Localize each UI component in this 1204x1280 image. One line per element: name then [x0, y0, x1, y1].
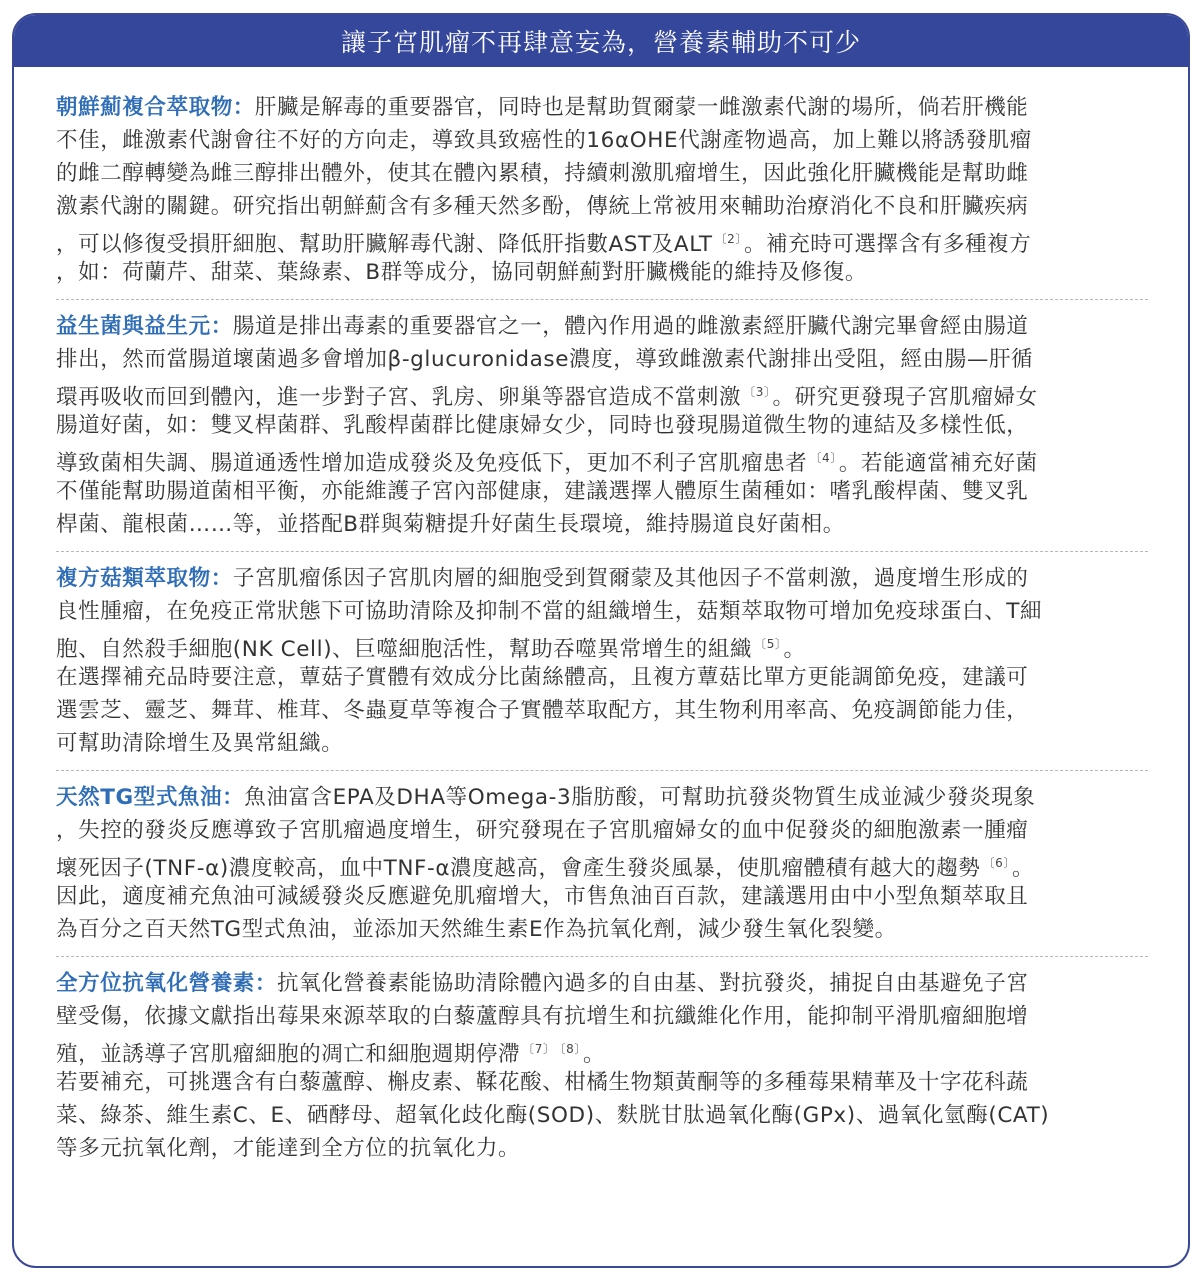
text-line: 若要補充，可挑選含有白藜蘆醇、槲皮素、鞣花酸、柑橘生物類黃酮等的多種莓果精華及十字花科蔬	[56, 1070, 1029, 1095]
text-line: 不僅能幫助腸道菌相平衡，亦能維護子宮內部健康，建議選擇人體原生菌種如：嗜乳酸桿菌、雙叉乳	[56, 479, 1029, 504]
reference-marker: 〔5〕	[754, 637, 782, 651]
section-mushroom-extract	[56, 551, 1148, 770]
text-line: 激素代謝的關鍵。研究指出朝鮮薊含有多種天然多酚，傳統上常被用來輔助治療消化不良和肝臟疾病	[56, 194, 1029, 219]
text-line: 殖，並誘導子宮肌瘤細胞的凋亡和細胞週期停滯 $^{〔7〕}$ $^{〔8〕}$。	[56, 1042, 606, 1067]
text-line: 在選擇補充品時要注意，蕈菇子實體有效成分比菌絲體高，且複方蕈菇比單方更能調節免疫，建議可	[56, 665, 1029, 690]
text-line: 胞、自然殺手細胞(NK Cell)、巨噬細胞活性，幫助吞噬異常增生的組織 $^{〔5〕}$。	[56, 637, 806, 662]
text-line: 為百分之百天然TG型式魚油，並添加天然維生素E作為抗氧化劑，減少發生氧化裂變。	[56, 917, 897, 942]
text-line: 導致菌相失調、腸道通透性增加造成發炎及免疫低下，更加不利子宮肌瘤患者 $^{〔4〕}$。若能適當補充好菌	[56, 451, 1038, 476]
reference-marker: 〔8〕	[559, 1042, 581, 1056]
section-heading: 複方菇類萃取物：	[56, 566, 233, 591]
text-line: 排出，然而當腸道壞菌過多會增加β-glucuronidase濃度，導致雌激素代謝排出受阻，經由腸—肝循	[56, 347, 1034, 372]
section-antioxidant-nutrients	[56, 956, 1148, 1175]
text-line: 腸道好菌，如：雙叉桿菌群、乳酸桿菌群比健康婦女少，同時也發現腸道微生物的連結及多樣性低，	[56, 413, 1029, 438]
text-line: 菜、綠茶、維生素C、E、硒酵母、超氧化歧化酶(SOD)、麩胱甘肽過氧化酶(GPx)、過氧化氫酶(CAT)	[56, 1103, 1050, 1128]
section-heading: 朝鮮薊複合萃取物：	[56, 95, 255, 120]
text-line: 桿菌、龍根菌……等，並搭配B群與菊糖提升好菌生長環境，維持腸道良好菌相。	[56, 512, 845, 537]
panel-header	[14, 15, 1188, 67]
text-line: 等多元抗氧化劑，才能達到全方位的抗氧化力。	[56, 1136, 521, 1161]
section-heading: 益生菌與益生元：	[56, 314, 233, 339]
section-tg-fish-oil	[56, 770, 1148, 956]
text-line: 全方位抗氧化營養素：抗氧化營養素能協助清除體內過多的自由基、對抗發炎，捕捉自由基避免子宮	[56, 971, 1029, 996]
section-artichoke-extract	[56, 87, 1148, 299]
text-line: ，失控的發炎反應導致子宮肌瘤過度增生，研究發現在子宮肌瘤婦女的血中促發炎的細胞激素一腫瘤	[56, 818, 1029, 843]
section-heading: 全方位抗氧化營養素：	[56, 971, 278, 996]
reference-marker: 〔7〕	[522, 1042, 556, 1056]
reference-marker: 〔2〕	[714, 232, 742, 246]
text-line: 因此，適度補充魚油可減緩發炎反應避免肌瘤增大，市售魚油百百款，建議選用由中小型魚類萃取且	[56, 884, 1029, 909]
page-title: 讓子宮肌瘤不再肆意妄為，營養素輔助不可少	[340, 28, 861, 57]
reference-marker: 〔6〕	[982, 856, 1010, 870]
text-line: 朝鮮薊複合萃取物：肝臟是解毒的重要器官，同時也是幫助賀爾蒙一雌激素代謝的場所，倘若肝機能	[56, 95, 1029, 120]
text-line: ，如：荷蘭芹、甜菜、葉綠素、B群等成分，協同朝鮮薊對肝臟機能的維持及修復。	[56, 260, 867, 285]
reference-marker: 〔4〕	[809, 451, 837, 465]
text-line: 天然TG型式魚油：魚油富含EPA及DHA等Omega-3脂肪酸，可幫助抗發炎物質生成並減少發炎現象	[56, 785, 1036, 810]
text-line: 不佳，雌激素代謝會往不好的方向走，導致具致癌性的16αOHE代謝產物過高，加上難以將誘發肌瘤	[56, 128, 1032, 153]
text-line: 壁受傷，依據文獻指出莓果來源萃取的白藜蘆醇具有抗增生和抗纖維化作用，能抑制平滑肌瘤細胞增	[56, 1004, 1029, 1029]
nutrition-info-panel	[12, 13, 1190, 1268]
text-line: 的雌二醇轉變為雌三醇排出體外，使其在體內累積，持續刺激肌瘤增生，因此強化肝臟機能是幫助雌	[56, 161, 1029, 186]
text-line: 可幫助清除增生及異常組織。	[56, 731, 344, 756]
text-line: 選雲芝、靈芝、舞茸、椎茸、冬蟲夏草等複合子實體萃取配方，其生物利用率高、免疫調節能力佳，	[56, 698, 1029, 723]
text-line: 壞死因子(TNF-α)濃度較高，血中TNF-α濃度越高，會產生發炎風暴，使肌瘤體積有越大的趨勢 $^{〔6〕}$。	[56, 856, 1035, 881]
panel-body	[14, 67, 1188, 1175]
text-line: 益生菌與益生元：腸道是排出毒素的重要器官之一，體內作用過的雌激素經肝臟代謝完畢會經由腸道	[56, 314, 1029, 339]
text-line: 環再吸收而回到體內，進一步對子宮、乳房、卵巢等器官造成不當刺激 $^{〔3〕}$。研究更發現子宮肌瘤婦女	[56, 385, 1038, 410]
reference-marker: 〔3〕	[743, 385, 771, 399]
section-heading: 天然TG型式魚油：	[56, 785, 245, 810]
text-line: 複方菇類萃取物：子宮肌瘤係因子宮肌肉層的細胞受到賀爾蒙及其他因子不當刺激，過度增生形成的	[56, 566, 1029, 591]
section-probiotics-prebiotics	[56, 299, 1148, 551]
text-line: 良性腫瘤，在免疫正常狀態下可協助清除及抑制不當的組織增生，菇類萃取物可增加免疫球蛋白、T細	[56, 599, 1043, 624]
text-line: ，可以修復受損肝細胞、幫助肝臟解毒代謝、降低肝指數AST及ALT $^{〔2〕}$。補充時可選擇含有多種複方	[56, 232, 1032, 257]
